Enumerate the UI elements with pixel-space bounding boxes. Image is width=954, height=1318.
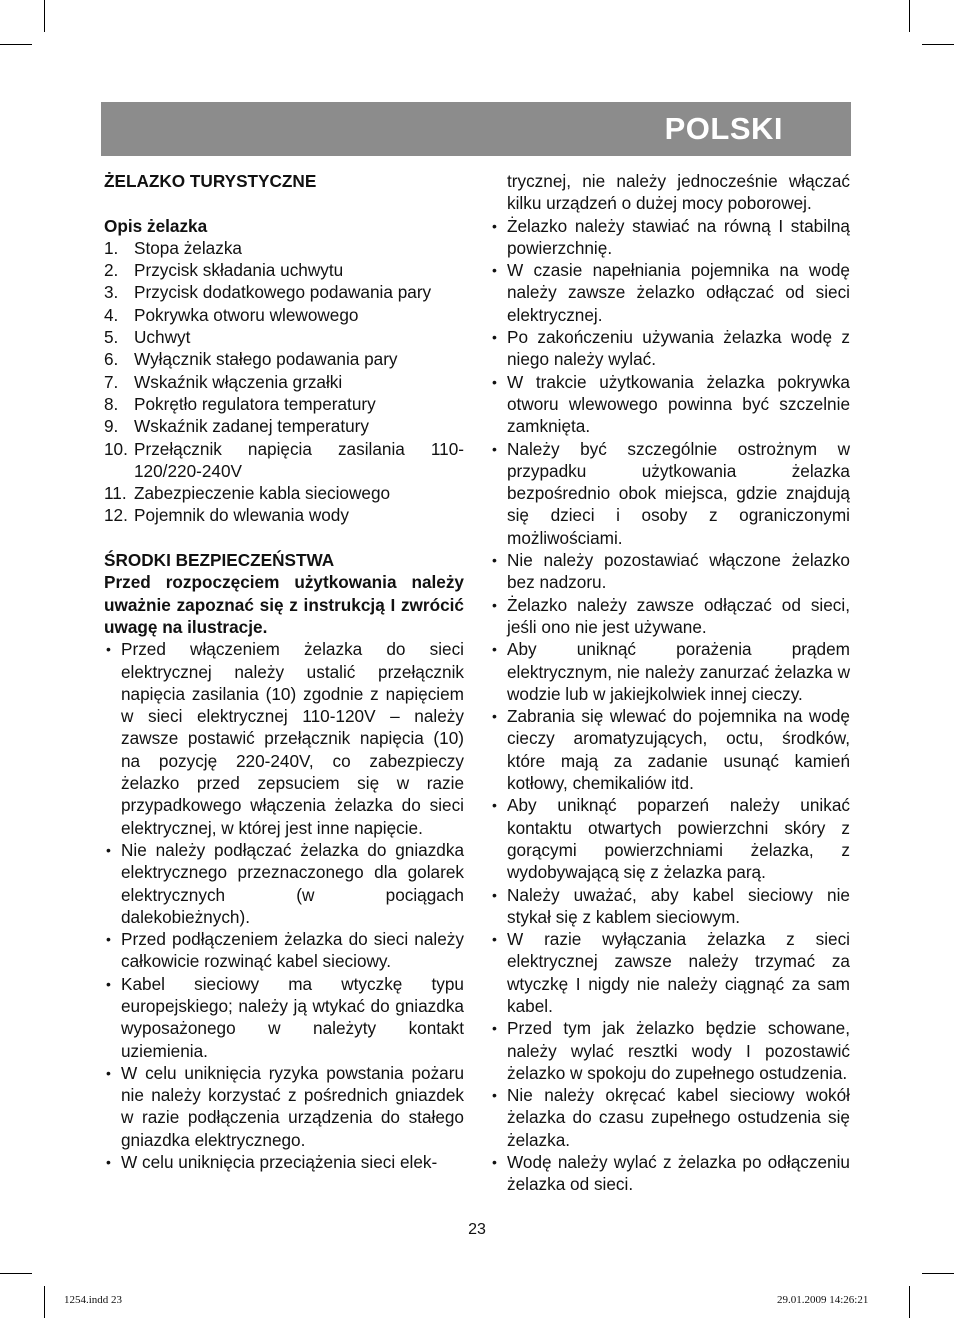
part-label: Wskaźnik zadanej temperatury <box>134 416 369 437</box>
part-number: 8. <box>104 393 119 414</box>
crop-mark <box>44 0 45 32</box>
part-item <box>104 504 464 526</box>
safety-bullet: • Wodę należy wylać z żelazka po odłączeniu żelazka od sieci. <box>490 1151 850 1196</box>
language-banner <box>101 102 851 156</box>
part-label: Pojemnik do wlewania wody <box>134 505 349 526</box>
safety-heading: ŚRODKI BEZPIECZEŃSTWA <box>104 550 335 571</box>
safety-bullet: • Nie należy pozostawiać włączone żelazko bez nadzoru. <box>490 549 850 594</box>
part-label: Uchwyt <box>134 327 191 348</box>
safety-bullet: • W razie wyłączania żelazka z sieci elektrycznej zawsze należy trzymać za wtyczkę I nigdy nie należy ciągnąć za sam kabel. <box>490 928 850 1017</box>
safety-bullet: • Zabrania się wlewać do pojemnika na wodę cieczy aromatyzujących, octu, środków, które mają za zadanie usunąć kamień kotłowy, chemikaliów itd. <box>490 705 850 794</box>
bullet-continuation: trycznej, nie należy jednocześnie włączać kilku urządzeń o dużej mocy poborowej. <box>507 171 850 214</box>
part-label: Przycisk składania uchwytu <box>134 260 344 281</box>
print-slug-date: 29.01.2009 14:26:21 <box>777 1294 869 1306</box>
safety-bullet: • Kabel sieciowy ma wtyczkę typu europejskiego; należy ją wtykać do gniazdka wyposażonego w należyty kontakt uziemienia. <box>104 973 464 1062</box>
safety-bullet: • W celu uniknięcia ryzyka powstania pożaru nie należy korzystać z pośrednich gniazdek w razie podłączenia urządzenia do stałego gniazdka elektrycznego. <box>104 1062 464 1151</box>
part-number: 9. <box>104 416 119 437</box>
part-label: Zabezpieczenie kabla sieciowego <box>134 483 391 504</box>
part-label: Przełącznik napięcia zasilania 110-120/220-240V <box>134 438 464 481</box>
page-number: 23 <box>468 1221 486 1238</box>
part-number: 7. <box>104 371 119 392</box>
safety-bullet: • Należy uważać, aby kabel sieciowy nie stykał się z kablem sieciowym. <box>490 884 850 929</box>
safety-intro: Przed rozpoczęciem użytkowania należy uważnie zapoznać się z instrukcją I zwrócić uwagę na ilustracje. <box>104 572 464 637</box>
part-item <box>104 393 464 415</box>
part-item <box>104 326 464 348</box>
part-number: 12. <box>104 505 128 526</box>
part-number: 3. <box>104 282 119 303</box>
part-item <box>104 281 464 303</box>
safety-bullet: • Nie należy okręcać kabel sieciowy wokół żelazka do czasu zupełnego ostudzenia się żelazka. <box>490 1084 850 1151</box>
part-label: Pokrętło regulatora temperatury <box>134 393 376 414</box>
safety-bullet: • Aby uniknąć porażenia prądem elektrycznym, nie należy zanurzać żelazka w wodzie lub w jakiejkolwiek innej cieczy. <box>490 638 850 705</box>
part-label: Wskaźnik włączenia grzałki <box>134 371 343 392</box>
right-column <box>490 170 850 1196</box>
safety-bullet: • W celu uniknięcia przeciążenia sieci elek- <box>104 1151 464 1173</box>
part-item <box>104 304 464 326</box>
part-number: 6. <box>104 349 119 370</box>
part-label: Pokrywka otworu wlewowego <box>134 304 359 325</box>
part-number: 10. <box>104 438 128 459</box>
part-item <box>104 438 464 483</box>
language-title: POLSKI <box>664 111 783 146</box>
safety-bullet: • Nie należy podłączać żelazka do gniazdka elektrycznego przeznaczonego dla golarek elektrycznych (w pociągach dalekobieżnych). <box>104 839 464 928</box>
parts-list <box>104 237 464 527</box>
safety-bullet: • Przed tym jak żelazko będzie schowane, należy wylać resztki wody I pozostawić żelazko w spokoju do zupełnego ostudzenia. <box>490 1017 850 1084</box>
part-number: 2. <box>104 260 119 281</box>
safety-bullet: • Przed włączeniem żelazka do sieci elektrycznej należy ustalić przełącznik napięcia zasilania (10) zgodnie z napięciem w sieci elektrycznej 110-120V – należy zawsze postawić przełącznik napięcia (10) na pozycję 220-240V, co zabezpieczy żelazko przed zepsuciem się w razie przypadkowego włączenia żelazka do sieci elektrycznej, w której jest inne napięcie. <box>104 638 464 839</box>
safety-bullet: • W czasie napełniania pojemnika na wodę należy zawsze żelazko odłączać od sieci elektrycznej. <box>490 259 850 326</box>
part-item <box>104 371 464 393</box>
document-title: ŻELAZKO TURYSTYCZNE <box>104 171 317 191</box>
safety-list-left <box>104 638 464 1173</box>
crop-mark <box>0 1273 32 1274</box>
crop-mark <box>909 1286 910 1318</box>
crop-mark <box>909 0 910 32</box>
part-label: Wyłącznik stałego podawania pary <box>134 349 398 370</box>
safety-list-right <box>490 215 850 1196</box>
part-label: Przycisk dodatkowego podawania pary <box>134 282 432 303</box>
print-slug-file: 1254.indd 23 <box>64 1294 123 1306</box>
safety-bullet: • Żelazko należy zawsze odłączać od sieci, jeśli ono nie jest używane. <box>490 594 850 639</box>
part-label: Stopa żelazka <box>134 237 242 258</box>
safety-bullet: • Po zakończeniu używania żelazka wodę z niego należy wylać. <box>490 326 850 371</box>
safety-bullet: • Aby uniknąć poparzeń należy unikać kontaktu otwartych powierzchni skóry z gorącymi powierzchniami żelazka, z wydobywającą się z żelazka parą. <box>490 794 850 883</box>
safety-bullet: • Przed podłączeniem żelazka do sieci należy całkowicie rozwinąć kabel sieciowy. <box>104 928 464 973</box>
part-item <box>104 415 464 437</box>
part-number: 11. <box>104 483 127 504</box>
crop-mark <box>0 44 32 45</box>
part-item <box>104 237 464 259</box>
left-column <box>104 170 464 1173</box>
safety-bullet: • W trakcie użytkowania żelazka pokrywka otworu wlewowego powinna być szczelnie zamknięta. <box>490 371 850 438</box>
part-item <box>104 348 464 370</box>
crop-mark <box>922 1273 954 1274</box>
safety-bullet: • Żelazko należy stawiać na równą I stabilną powierzchnię. <box>490 215 850 260</box>
crop-mark <box>922 44 954 45</box>
description-heading: Opis żelazka <box>104 215 208 236</box>
part-item <box>104 259 464 281</box>
part-number: 4. <box>104 304 119 325</box>
safety-bullet: • Należy być szczególnie ostrożnym w przypadku użytkowania żelazka bezpośrednio obok miejsca, gdzie znajdują się dzieci i osoby z ograniczonymi możliwościami. <box>490 438 850 549</box>
part-number: 1. <box>104 237 119 258</box>
part-number: 5. <box>104 327 119 348</box>
crop-mark <box>44 1286 45 1318</box>
part-item <box>104 482 464 504</box>
